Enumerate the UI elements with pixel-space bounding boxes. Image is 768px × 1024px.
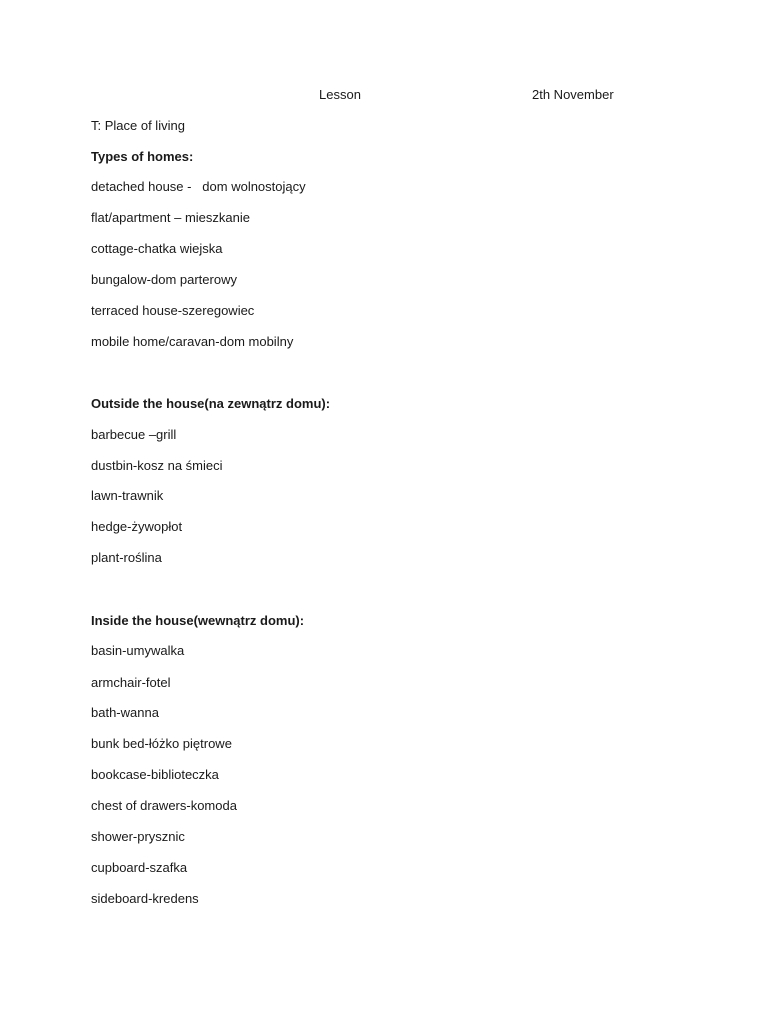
list-item: bookcase-biblioteczka	[91, 767, 219, 782]
list-item: detached house - dom wolnostojący	[91, 179, 306, 194]
list-item: bath-wanna	[91, 705, 159, 720]
list-item: basin-umywalka	[91, 643, 185, 658]
list-item: chest of drawers-komoda	[91, 798, 237, 813]
list-item: plant-roślina	[91, 550, 162, 565]
types-of-homes-heading: Types of homes:	[91, 149, 194, 164]
header-lesson: Lesson	[319, 87, 361, 102]
list-item: bunk bed-łóżko piętrowe	[91, 736, 232, 751]
topic-line: T: Place of living	[91, 118, 185, 133]
list-item: dustbin-kosz na śmieci	[91, 458, 223, 473]
list-item: hedge-żywopłot	[91, 519, 183, 534]
list-item: barbecue –grill	[91, 427, 177, 442]
list-item: cupboard-szafka	[91, 860, 188, 875]
inside-heading: Inside the house(wewnątrz domu):	[91, 613, 305, 628]
header-date: 2th November	[532, 87, 614, 102]
list-item: mobile home/caravan-dom mobilny	[91, 334, 294, 349]
list-item: lawn-trawnik	[91, 488, 164, 503]
list-item: terraced house-szeregowiec	[91, 303, 255, 318]
list-item: armchair-fotel	[91, 675, 171, 690]
list-item: bungalow-dom parterowy	[91, 272, 237, 287]
list-item: cottage-chatka wiejska	[91, 241, 223, 256]
outside-heading: Outside the house(na zewnątrz domu):	[91, 396, 331, 411]
list-item: shower-prysznic	[91, 829, 185, 844]
list-item: flat/apartment – mieszkanie	[91, 210, 250, 225]
list-item: sideboard-kredens	[91, 891, 199, 906]
